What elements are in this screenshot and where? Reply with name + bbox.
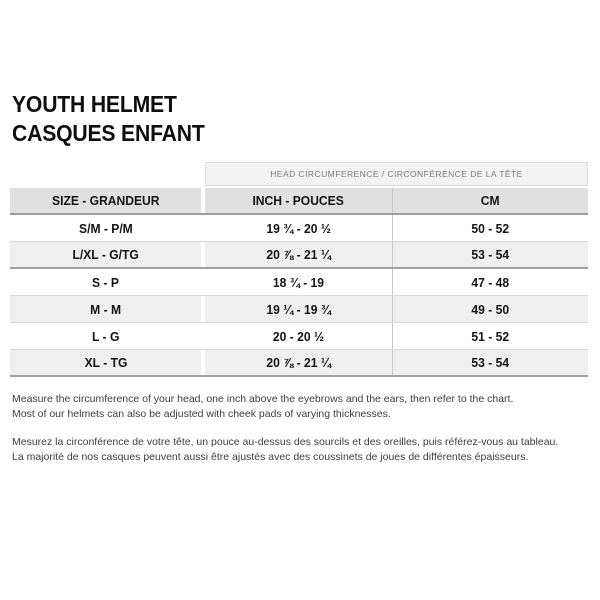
measurement-notes: [12, 392, 590, 478]
page-title-fr: CASQUES ENFANT: [12, 120, 205, 146]
size-cell: L/XL - G/TG: [10, 242, 201, 267]
size-cell: S - P: [10, 269, 201, 295]
notes-english: [12, 392, 590, 421]
inch-cell: 20 ⅞ - 21 ¼: [205, 350, 393, 375]
inch-cell: 19 ¾ - 20 ½: [205, 215, 393, 241]
size-chart-table: [10, 162, 588, 377]
notes-fr-line2: La majorité de nos casques peuvent aussi être ajustés avec des coussinets de joues de différentes épaisseurs.: [12, 450, 529, 463]
cm-cell: 51 - 52: [393, 323, 588, 349]
notes-en-line2: Most of our helmets can also be adjusted with cheek pads of varying thicknesses.: [12, 407, 391, 420]
table-row: [10, 242, 588, 269]
inch-cell: 19 ¼ - 19 ¾: [205, 296, 393, 322]
page-title-en: YOUTH HELMET: [12, 91, 177, 117]
size-cell: XL - TG: [10, 350, 201, 375]
span-header-label: HEAD CIRCUMFERENCE / CIRCONFÉRENCE DE LA TÊTE: [270, 169, 523, 179]
cm-cell: 53 - 54: [393, 242, 588, 267]
column-header-size: SIZE - GRANDEUR: [10, 188, 201, 213]
column-header-inch: INCH - POUCES: [205, 188, 393, 213]
table-header-row: [10, 188, 588, 215]
table-row: [10, 323, 588, 350]
notes-en-line1: Measure the circumference of your head, one inch above the eyebrows and the ears, then refer to the chart.: [12, 393, 514, 405]
page-title: [12, 90, 205, 148]
table-row: [10, 296, 588, 323]
notes-fr-line1: Mesurez la circonférence de votre tête, un pouce au-dessus des sourcils et des oreilles, puis référez-vous au tableau.: [12, 436, 559, 448]
size-cell: S/M - P/M: [10, 215, 201, 241]
inch-cell: 18 ¾ - 19: [205, 269, 393, 295]
table-row: [10, 215, 588, 242]
cm-cell: 47 - 48: [393, 269, 588, 295]
cm-cell: 53 - 54: [393, 350, 588, 375]
notes-french: [12, 435, 590, 464]
inch-cell: 20 - 20 ½: [205, 323, 393, 349]
table-row: [10, 269, 588, 296]
head-circumference-span-header: [205, 162, 588, 186]
table-row: [10, 350, 588, 377]
size-cell: L - G: [10, 323, 201, 349]
cm-cell: 50 - 52: [393, 215, 588, 241]
column-header-cm: CM: [393, 188, 588, 213]
cm-cell: 49 - 50: [393, 296, 588, 322]
inch-cell: 20 ⅞ - 21 ¼: [205, 242, 393, 267]
size-cell: M - M: [10, 296, 201, 322]
